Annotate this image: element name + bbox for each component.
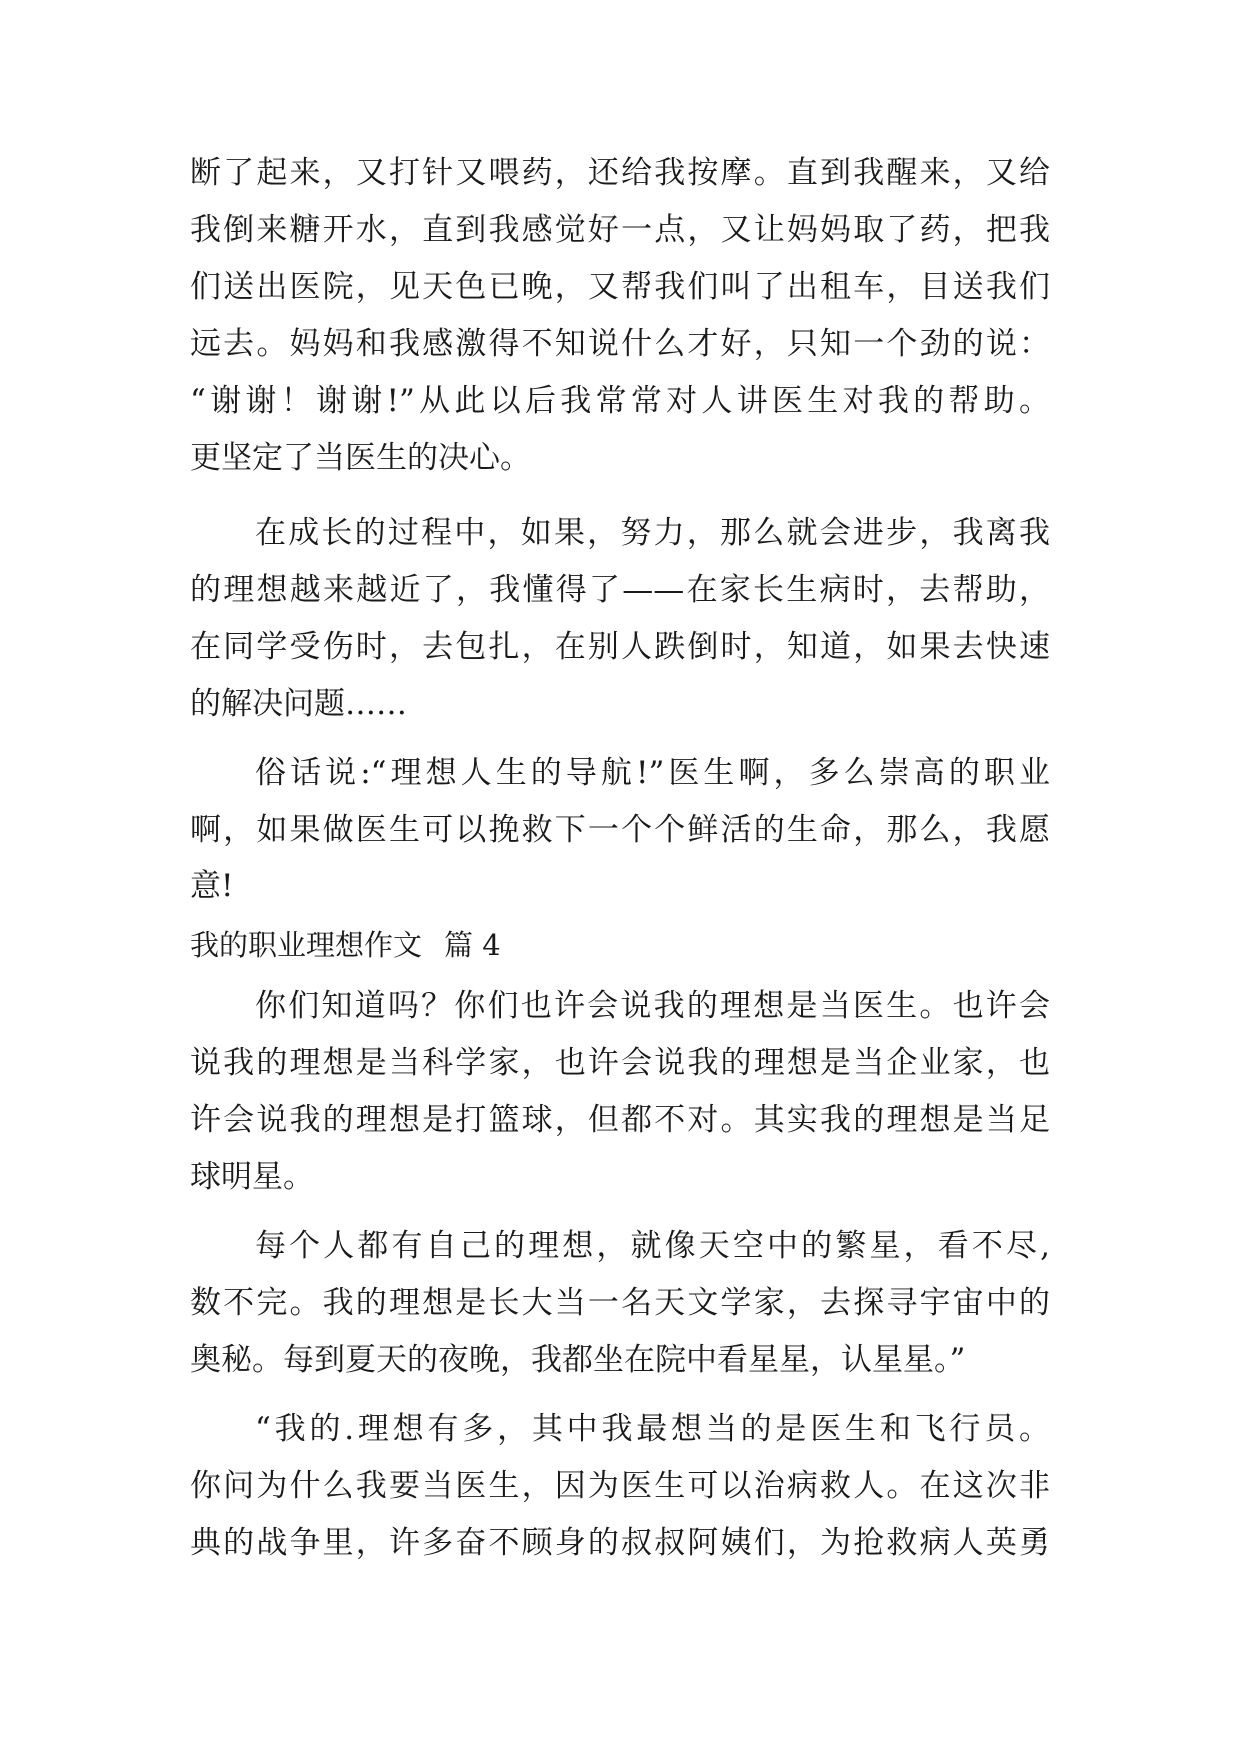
- paragraph-line: 我倒来糖开水，直到我感觉好一点，又让妈妈取了药，把我: [190, 212, 1050, 248]
- paragraph-line: 更坚定了当医生的决心。: [190, 440, 531, 476]
- essay-heading-title: 我的职业理想作文: [190, 928, 423, 962]
- paragraph-line: 典的战争里，许多奋不顾身的叔叔阿姨们，为抢救病人英勇: [190, 1525, 1050, 1561]
- paragraph-line: 啊，如果做医生可以挽救下一个个鲜活的生命，那么，我愿: [190, 812, 1050, 848]
- paragraph-line: 的理想越来越近了，我懂得了——在家长生病时，去帮助，: [190, 572, 1050, 608]
- paragraph-line: 在同学受伤时，去包扎，在别人跌倒时，知道，如果去快速: [190, 629, 1050, 665]
- paragraph-line: 在成长的过程中，如果，努力，那么就会进步，我离我: [255, 515, 1050, 551]
- paragraph-line: 们送出医院，见天色已晚，又帮我们叫了出租车，目送我们: [190, 269, 1050, 305]
- paragraph-line: 许会说我的理想是打篮球，但都不对。其实我的理想是当足: [190, 1102, 1050, 1138]
- paragraph-line: 说我的理想是当科学家，也许会说我的理想是当企业家，也: [190, 1045, 1050, 1081]
- essay-heading-number: 篇 4: [444, 928, 501, 962]
- paragraph-line: 俗话说:“理想人生的导航!”医生啊，多么崇高的职业: [255, 755, 1050, 791]
- paragraph-line: 的解决问题……: [190, 686, 407, 722]
- essay-heading: [190, 925, 501, 965]
- paragraph-line: 断了起来，又打针又喂药，还给我按摩。直到我醒来，又给: [190, 155, 1050, 191]
- paragraph-line: 奥秘。每到夏天的夜晚，我都坐在院中看星星，认星星。”: [190, 1342, 966, 1378]
- paragraph-line: 球明星。: [190, 1159, 314, 1195]
- paragraph-line: 数不完。我的理想是长大当一名天文学家，去探寻宇宙中的: [190, 1285, 1050, 1321]
- paragraph-line: 每个人都有自己的理想，就像天空中的繁星，看不尽,: [255, 1228, 1050, 1264]
- paragraph-line: 你们知道吗？你们也许会说我的理想是当医生。也许会: [255, 988, 1050, 1024]
- paragraph-line: 意!: [190, 868, 234, 904]
- paragraph-line: “谢谢！谢谢!”从此以后我常常对人讲医生对我的帮助。: [190, 383, 1050, 419]
- paragraph-line: “我的.理想有多，其中我最想当的是医生和飞行员。: [255, 1411, 1050, 1447]
- paragraph-line: 远去。妈妈和我感激得不知说什么才好，只知一个劲的说：: [190, 326, 1050, 362]
- paragraph-line: 你问为什么我要当医生，因为医生可以治病救人。在这次非: [190, 1468, 1050, 1504]
